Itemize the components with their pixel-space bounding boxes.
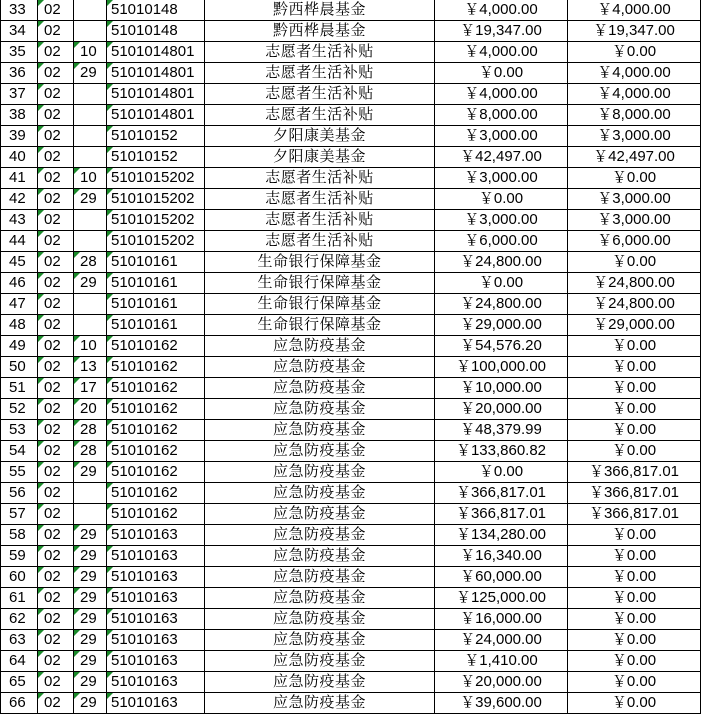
credit-amount-cell[interactable]: ￥29,000.00	[568, 315, 701, 336]
debit-amount-cell[interactable]: ￥366,817.01	[435, 504, 568, 525]
account-code-cell[interactable]: 5101015202	[107, 231, 205, 252]
debit-amount-cell[interactable]: ￥54,576.20	[435, 336, 568, 357]
debit-amount-cell[interactable]: ￥4,000.00	[435, 0, 568, 21]
account-name-cell[interactable]: 黔西桦晨基金	[205, 21, 435, 42]
month-cell[interactable]: 02	[38, 567, 74, 588]
account-name-cell[interactable]: 夕阳康美基金	[205, 147, 435, 168]
account-name-cell[interactable]: 应急防疫基金	[205, 504, 435, 525]
account-name-cell[interactable]: 应急防疫基金	[205, 420, 435, 441]
month-cell[interactable]: 02	[38, 609, 74, 630]
account-code-cell[interactable]: 51010162	[107, 504, 205, 525]
account-code-cell[interactable]: 51010161	[107, 315, 205, 336]
row-number-cell[interactable]: 58	[1, 525, 38, 546]
debit-amount-cell[interactable]: ￥4,000.00	[435, 84, 568, 105]
debit-amount-cell[interactable]: ￥24,800.00	[435, 294, 568, 315]
day-cell[interactable]: 29	[74, 525, 107, 546]
row-number-cell[interactable]: 64	[1, 651, 38, 672]
month-cell[interactable]: 02	[38, 420, 74, 441]
account-code-cell[interactable]: 5101015202	[107, 189, 205, 210]
credit-amount-cell[interactable]: ￥8,000.00	[568, 105, 701, 126]
table-row	[1, 105, 701, 126]
account-name-cell[interactable]: 夕阳康美基金	[205, 126, 435, 147]
table-row	[1, 378, 701, 399]
account-code-cell[interactable]: 51010162	[107, 399, 205, 420]
row-number-cell[interactable]: 36	[1, 63, 38, 84]
table-row	[1, 168, 701, 189]
day-cell[interactable]: 28	[74, 420, 107, 441]
row-number-cell[interactable]: 56	[1, 483, 38, 504]
day-cell[interactable]: 29	[74, 672, 107, 693]
table-row	[1, 315, 701, 336]
debit-amount-cell[interactable]: ￥0.00	[435, 462, 568, 483]
account-name-cell[interactable]: 生命银行保障基金	[205, 294, 435, 315]
credit-amount-cell[interactable]: ￥24,800.00	[568, 294, 701, 315]
credit-amount-cell[interactable]: ￥6,000.00	[568, 231, 701, 252]
table-row	[1, 147, 701, 168]
day-cell[interactable]	[74, 126, 107, 147]
account-code-cell[interactable]: 5101014801	[107, 42, 205, 63]
table-row	[1, 21, 701, 42]
credit-amount-cell[interactable]: ￥0.00	[568, 42, 701, 63]
row-number-cell[interactable]: 37	[1, 84, 38, 105]
account-code-cell[interactable]: 51010162	[107, 378, 205, 399]
account-name-cell[interactable]: 志愿者生活补贴	[205, 84, 435, 105]
debit-amount-cell[interactable]: ￥0.00	[435, 273, 568, 294]
day-cell[interactable]	[74, 0, 107, 21]
credit-amount-cell[interactable]: ￥4,000.00	[568, 84, 701, 105]
month-cell[interactable]: 02	[38, 441, 74, 462]
table-row	[1, 189, 701, 210]
day-cell[interactable]: 10	[74, 168, 107, 189]
account-name-cell[interactable]: 志愿者生活补贴	[205, 105, 435, 126]
debit-amount-cell[interactable]: ￥125,000.00	[435, 588, 568, 609]
account-name-cell[interactable]: 应急防疫基金	[205, 525, 435, 546]
day-cell[interactable]: 28	[74, 441, 107, 462]
account-name-cell[interactable]: 志愿者生活补贴	[205, 189, 435, 210]
row-number-cell[interactable]: 41	[1, 168, 38, 189]
account-name-cell[interactable]: 应急防疫基金	[205, 546, 435, 567]
account-code-cell[interactable]: 51010163	[107, 525, 205, 546]
row-number-cell[interactable]: 39	[1, 126, 38, 147]
credit-amount-cell[interactable]: ￥0.00	[568, 168, 701, 189]
day-cell[interactable]: 20	[74, 399, 107, 420]
row-number-cell[interactable]: 38	[1, 105, 38, 126]
day-cell[interactable]: 10	[74, 336, 107, 357]
row-number-cell[interactable]: 63	[1, 630, 38, 651]
day-cell[interactable]	[74, 210, 107, 231]
credit-amount-cell[interactable]: ￥366,817.01	[568, 483, 701, 504]
ledger-body	[1, 0, 701, 714]
month-cell[interactable]: 02	[38, 210, 74, 231]
account-code-cell[interactable]: 51010161	[107, 252, 205, 273]
day-cell[interactable]	[74, 147, 107, 168]
row-number-cell[interactable]: 54	[1, 441, 38, 462]
table-row	[1, 651, 701, 672]
credit-amount-cell[interactable]: ￥0.00	[568, 441, 701, 462]
table-row	[1, 420, 701, 441]
day-cell[interactable]: 29	[74, 546, 107, 567]
account-name-cell[interactable]: 应急防疫基金	[205, 693, 435, 714]
credit-amount-cell[interactable]: ￥0.00	[568, 252, 701, 273]
row-number-cell[interactable]: 44	[1, 231, 38, 252]
month-cell[interactable]: 02	[38, 693, 74, 714]
table-row	[1, 294, 701, 315]
table-row	[1, 630, 701, 651]
table-row	[1, 0, 701, 21]
credit-amount-cell[interactable]: ￥0.00	[568, 672, 701, 693]
day-cell[interactable]: 29	[74, 693, 107, 714]
account-name-cell[interactable]: 志愿者生活补贴	[205, 168, 435, 189]
day-cell[interactable]	[74, 231, 107, 252]
debit-amount-cell[interactable]: ￥1,410.00	[435, 651, 568, 672]
account-name-cell[interactable]: 生命银行保障基金	[205, 252, 435, 273]
month-cell[interactable]: 02	[38, 273, 74, 294]
row-number-cell[interactable]: 33	[1, 0, 38, 21]
account-name-cell[interactable]: 志愿者生活补贴	[205, 42, 435, 63]
table-row	[1, 252, 701, 273]
day-cell[interactable]: 29	[74, 588, 107, 609]
account-name-cell[interactable]: 生命银行保障基金	[205, 273, 435, 294]
account-code-cell[interactable]: 51010162	[107, 420, 205, 441]
day-cell[interactable]: 29	[74, 567, 107, 588]
credit-amount-cell[interactable]: ￥3,000.00	[568, 210, 701, 231]
credit-amount-cell[interactable]: ￥0.00	[568, 609, 701, 630]
month-cell[interactable]: 02	[38, 315, 74, 336]
month-cell[interactable]: 02	[38, 21, 74, 42]
account-name-cell[interactable]: 黔西桦晨基金	[205, 0, 435, 21]
day-cell[interactable]	[74, 84, 107, 105]
account-name-cell[interactable]: 志愿者生活补贴	[205, 63, 435, 84]
account-code-cell[interactable]: 5101014801	[107, 63, 205, 84]
credit-amount-cell[interactable]: ￥0.00	[568, 420, 701, 441]
credit-amount-cell[interactable]: ￥0.00	[568, 525, 701, 546]
table-row	[1, 42, 701, 63]
debit-amount-cell[interactable]: ￥0.00	[435, 63, 568, 84]
credit-amount-cell[interactable]: ￥24,800.00	[568, 273, 701, 294]
account-code-cell[interactable]: 51010163	[107, 588, 205, 609]
row-number-cell[interactable]: 46	[1, 273, 38, 294]
row-number-cell[interactable]: 40	[1, 147, 38, 168]
credit-amount-cell[interactable]: ￥19,347.00	[568, 21, 701, 42]
row-number-cell[interactable]: 52	[1, 399, 38, 420]
account-name-cell[interactable]: 应急防疫基金	[205, 441, 435, 462]
debit-amount-cell[interactable]: ￥8,000.00	[435, 105, 568, 126]
account-code-cell[interactable]: 51010163	[107, 567, 205, 588]
account-code-cell[interactable]: 51010162	[107, 336, 205, 357]
credit-amount-cell[interactable]: ￥4,000.00	[568, 63, 701, 84]
credit-amount-cell[interactable]: ￥0.00	[568, 399, 701, 420]
row-number-cell[interactable]: 45	[1, 252, 38, 273]
month-cell[interactable]: 02	[38, 462, 74, 483]
row-number-cell[interactable]: 62	[1, 609, 38, 630]
credit-amount-cell[interactable]: ￥4,000.00	[568, 0, 701, 21]
debit-amount-cell[interactable]: ￥100,000.00	[435, 357, 568, 378]
month-cell[interactable]: 02	[38, 42, 74, 63]
month-cell[interactable]: 02	[38, 231, 74, 252]
day-cell[interactable]: 29	[74, 189, 107, 210]
day-cell[interactable]: 13	[74, 357, 107, 378]
credit-amount-cell[interactable]: ￥0.00	[568, 630, 701, 651]
row-number-cell[interactable]: 53	[1, 420, 38, 441]
table-row	[1, 126, 701, 147]
debit-amount-cell[interactable]: ￥16,000.00	[435, 609, 568, 630]
account-name-cell[interactable]: 生命银行保障基金	[205, 315, 435, 336]
row-number-cell[interactable]: 34	[1, 21, 38, 42]
table-row	[1, 567, 701, 588]
table-row	[1, 609, 701, 630]
table-row	[1, 588, 701, 609]
row-number-cell[interactable]: 47	[1, 294, 38, 315]
day-cell[interactable]: 29	[74, 63, 107, 84]
month-cell[interactable]: 02	[38, 294, 74, 315]
month-cell[interactable]: 02	[38, 63, 74, 84]
credit-amount-cell[interactable]: ￥0.00	[568, 651, 701, 672]
credit-amount-cell[interactable]: ￥0.00	[568, 693, 701, 714]
table-row	[1, 441, 701, 462]
month-cell[interactable]: 02	[38, 357, 74, 378]
debit-amount-cell[interactable]: ￥19,347.00	[435, 21, 568, 42]
table-row	[1, 63, 701, 84]
debit-amount-cell[interactable]: ￥3,000.00	[435, 126, 568, 147]
account-name-cell[interactable]: 志愿者生活补贴	[205, 231, 435, 252]
account-code-cell[interactable]: 51010152	[107, 147, 205, 168]
account-name-cell[interactable]: 应急防疫基金	[205, 336, 435, 357]
debit-amount-cell[interactable]: ￥39,600.00	[435, 693, 568, 714]
debit-amount-cell[interactable]: ￥134,280.00	[435, 525, 568, 546]
credit-amount-cell[interactable]: ￥0.00	[568, 567, 701, 588]
account-name-cell[interactable]: 应急防疫基金	[205, 567, 435, 588]
debit-amount-cell[interactable]: ￥24,800.00	[435, 252, 568, 273]
row-number-cell[interactable]: 57	[1, 504, 38, 525]
account-code-cell[interactable]: 51010163	[107, 651, 205, 672]
month-cell[interactable]: 02	[38, 630, 74, 651]
account-code-cell[interactable]: 5101015202	[107, 210, 205, 231]
row-number-cell[interactable]: 59	[1, 546, 38, 567]
table-row	[1, 357, 701, 378]
debit-amount-cell[interactable]: ￥133,860.82	[435, 441, 568, 462]
credit-amount-cell[interactable]: ￥3,000.00	[568, 189, 701, 210]
month-cell[interactable]: 02	[38, 168, 74, 189]
table-row	[1, 462, 701, 483]
account-code-cell[interactable]: 51010163	[107, 609, 205, 630]
credit-amount-cell[interactable]: ￥0.00	[568, 336, 701, 357]
credit-amount-cell[interactable]: ￥0.00	[568, 357, 701, 378]
account-code-cell[interactable]: 51010161	[107, 273, 205, 294]
row-number-cell[interactable]: 43	[1, 210, 38, 231]
debit-amount-cell[interactable]: ￥29,000.00	[435, 315, 568, 336]
row-number-cell[interactable]: 51	[1, 378, 38, 399]
debit-amount-cell[interactable]: ￥24,000.00	[435, 630, 568, 651]
credit-amount-cell[interactable]: ￥366,817.01	[568, 504, 701, 525]
day-cell[interactable]: 28	[74, 252, 107, 273]
account-code-cell[interactable]: 51010162	[107, 462, 205, 483]
credit-amount-cell[interactable]: ￥3,000.00	[568, 126, 701, 147]
credit-amount-cell[interactable]: ￥0.00	[568, 546, 701, 567]
day-cell[interactable]: 29	[74, 651, 107, 672]
credit-amount-cell[interactable]: ￥366,817.01	[568, 462, 701, 483]
month-cell[interactable]: 02	[38, 525, 74, 546]
row-number-cell[interactable]: 48	[1, 315, 38, 336]
debit-amount-cell[interactable]: ￥10,000.00	[435, 378, 568, 399]
row-number-cell[interactable]: 66	[1, 693, 38, 714]
account-code-cell[interactable]: 51010163	[107, 672, 205, 693]
table-row	[1, 273, 701, 294]
day-cell[interactable]: 10	[74, 42, 107, 63]
credit-amount-cell[interactable]: ￥0.00	[568, 588, 701, 609]
account-code-cell[interactable]: 5101014801	[107, 84, 205, 105]
debit-amount-cell[interactable]: ￥366,817.01	[435, 483, 568, 504]
account-name-cell[interactable]: 应急防疫基金	[205, 399, 435, 420]
account-code-cell[interactable]: 51010163	[107, 546, 205, 567]
table-row	[1, 525, 701, 546]
table-row	[1, 504, 701, 525]
month-cell[interactable]: 02	[38, 483, 74, 504]
debit-amount-cell[interactable]: ￥42,497.00	[435, 147, 568, 168]
month-cell[interactable]: 02	[38, 105, 74, 126]
month-cell[interactable]: 02	[38, 546, 74, 567]
account-code-cell[interactable]: 51010163	[107, 693, 205, 714]
debit-amount-cell[interactable]: ￥60,000.00	[435, 567, 568, 588]
day-cell[interactable]	[74, 21, 107, 42]
debit-amount-cell[interactable]: ￥20,000.00	[435, 672, 568, 693]
table-row	[1, 336, 701, 357]
day-cell[interactable]	[74, 483, 107, 504]
month-cell[interactable]: 02	[38, 126, 74, 147]
row-number-cell[interactable]: 49	[1, 336, 38, 357]
debit-amount-cell[interactable]: ￥3,000.00	[435, 168, 568, 189]
day-cell[interactable]	[74, 294, 107, 315]
day-cell[interactable]	[74, 315, 107, 336]
month-cell[interactable]: 02	[38, 588, 74, 609]
account-code-cell[interactable]: 51010162	[107, 441, 205, 462]
row-number-cell[interactable]: 60	[1, 567, 38, 588]
row-number-cell[interactable]: 55	[1, 462, 38, 483]
table-row	[1, 231, 701, 252]
day-cell[interactable]: 29	[74, 273, 107, 294]
credit-amount-cell[interactable]: ￥42,497.00	[568, 147, 701, 168]
credit-amount-cell[interactable]: ￥0.00	[568, 378, 701, 399]
account-code-cell[interactable]: 5101014801	[107, 105, 205, 126]
table-row	[1, 84, 701, 105]
debit-amount-cell[interactable]: ￥20,000.00	[435, 399, 568, 420]
debit-amount-cell[interactable]: ￥16,340.00	[435, 546, 568, 567]
account-name-cell[interactable]: 应急防疫基金	[205, 462, 435, 483]
month-cell[interactable]: 02	[38, 84, 74, 105]
month-cell[interactable]: 02	[38, 672, 74, 693]
account-code-cell[interactable]: 51010162	[107, 357, 205, 378]
account-name-cell[interactable]: 应急防疫基金	[205, 630, 435, 651]
row-number-cell[interactable]: 50	[1, 357, 38, 378]
account-name-cell[interactable]: 应急防疫基金	[205, 672, 435, 693]
table-row	[1, 483, 701, 504]
day-cell[interactable]: 29	[74, 462, 107, 483]
account-code-cell[interactable]: 51010162	[107, 483, 205, 504]
month-cell[interactable]: 02	[38, 189, 74, 210]
debit-amount-cell[interactable]: ￥0.00	[435, 189, 568, 210]
table-row	[1, 693, 701, 714]
account-name-cell[interactable]: 应急防疫基金	[205, 588, 435, 609]
month-cell[interactable]: 02	[38, 504, 74, 525]
account-code-cell[interactable]: 51010161	[107, 294, 205, 315]
account-name-cell[interactable]: 应急防疫基金	[205, 378, 435, 399]
month-cell[interactable]: 02	[38, 651, 74, 672]
day-cell[interactable]	[74, 504, 107, 525]
day-cell[interactable]: 29	[74, 630, 107, 651]
day-cell[interactable]: 17	[74, 378, 107, 399]
account-name-cell[interactable]: 应急防疫基金	[205, 357, 435, 378]
account-name-cell[interactable]: 应急防疫基金	[205, 609, 435, 630]
row-number-cell[interactable]: 42	[1, 189, 38, 210]
account-code-cell[interactable]: 51010148	[107, 0, 205, 21]
account-code-cell[interactable]: 51010163	[107, 630, 205, 651]
account-code-cell[interactable]: 5101015202	[107, 168, 205, 189]
day-cell[interactable]	[74, 105, 107, 126]
debit-amount-cell[interactable]: ￥3,000.00	[435, 210, 568, 231]
account-code-cell[interactable]: 51010148	[107, 21, 205, 42]
table-row	[1, 672, 701, 693]
account-name-cell[interactable]: 应急防疫基金	[205, 651, 435, 672]
row-number-cell[interactable]: 35	[1, 42, 38, 63]
account-code-cell[interactable]: 51010152	[107, 126, 205, 147]
table-row	[1, 210, 701, 231]
account-name-cell[interactable]: 志愿者生活补贴	[205, 210, 435, 231]
month-cell[interactable]: 02	[38, 147, 74, 168]
debit-amount-cell[interactable]: ￥4,000.00	[435, 42, 568, 63]
month-cell[interactable]: 02	[38, 399, 74, 420]
debit-amount-cell[interactable]: ￥6,000.00	[435, 231, 568, 252]
row-number-cell[interactable]: 61	[1, 588, 38, 609]
month-cell[interactable]: 02	[38, 336, 74, 357]
debit-amount-cell[interactable]: ￥48,379.99	[435, 420, 568, 441]
table-row	[1, 399, 701, 420]
day-cell[interactable]: 29	[74, 609, 107, 630]
month-cell[interactable]: 02	[38, 252, 74, 273]
month-cell[interactable]: 02	[38, 0, 74, 21]
month-cell[interactable]: 02	[38, 378, 74, 399]
table-row	[1, 546, 701, 567]
row-number-cell[interactable]: 65	[1, 672, 38, 693]
account-name-cell[interactable]: 应急防疫基金	[205, 483, 435, 504]
